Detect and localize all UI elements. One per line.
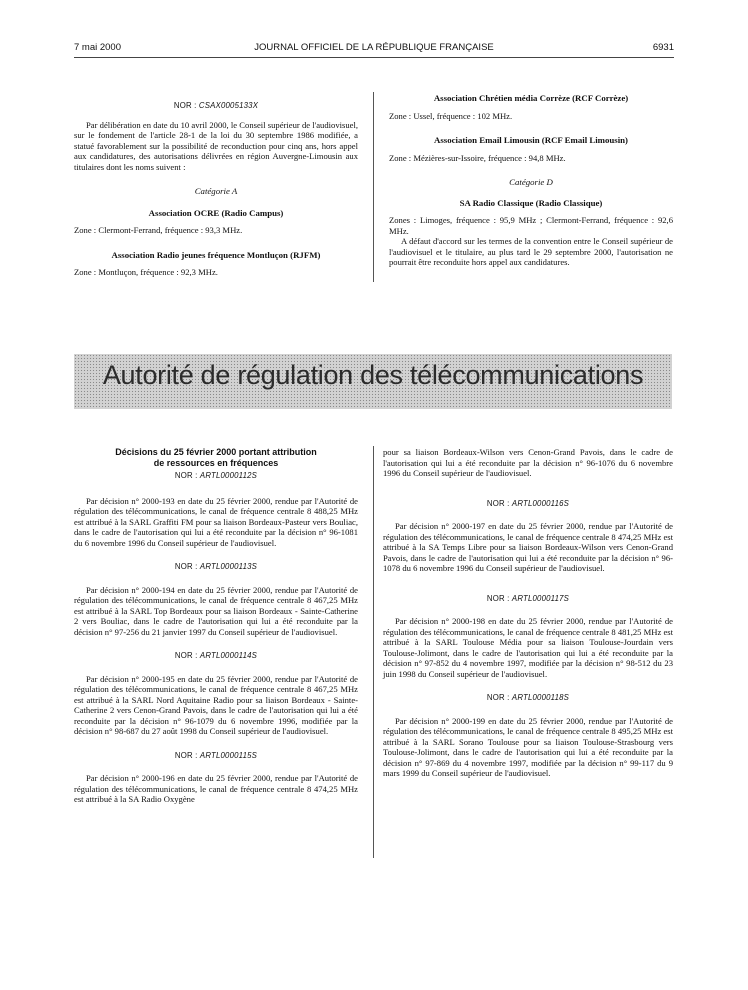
category-d: Catégorie D bbox=[509, 177, 553, 187]
decision-2000-198: Par décision n° 2000-198 en date du 25 février 2000, rendue par l'Autorité de régulation des télécommunications, le canal de fréquence centrale 8 481,25 MHz est attribué à la SARL Toulouse Média pour sa liaison Toulouse-Jourdain vers Toulouse-Jolimont, dans le cadre de l'autorisation qui lui a été reconduite par la décision n° 97-852 du 4 novembre 1997, modifiée par la décision n° 98-512 du 23 juin 1998 du Conseil supérieur de l'audiovisuel. bbox=[383, 616, 673, 679]
decision-2000-197: Par décision n° 2000-197 en date du 25 février 2000, rendue par l'Autorité de régulation des télécommunications, le canal de fréquence centrale 8 474,25 MHz est attribué à la SA Temps Libre pour sa liaison Bordeaux-Wilson vers Cenon-Grand Pavois, dans le cadre de l'autorisation qui lui a été reconduite par la décision n° 96-1078 du 6 novembre 1996 du Conseil supérieur de l'audiovisuel. bbox=[383, 521, 673, 573]
nor-113s: NOR : ARTL0000113S bbox=[174, 562, 258, 571]
zone-rcf-correze: Zone : Ussel, fréquence : 102 MHz. bbox=[389, 110, 513, 121]
header-rule bbox=[74, 57, 674, 58]
nor-117s: NOR : ARTL0000117S bbox=[486, 593, 570, 603]
section-banner bbox=[74, 354, 672, 409]
nor-114s: NOR : ARTL0000114S bbox=[174, 651, 258, 660]
decisions-title-line2: de ressources en fréquences bbox=[153, 458, 279, 468]
bottom-column-divider bbox=[373, 446, 374, 858]
assoc-radio-classique: SA Radio Classique (Radio Classique) bbox=[459, 197, 603, 208]
nor-116s: NOR : ARTL0000116S bbox=[486, 498, 570, 508]
banner-title: Autorité de régulation des télécommunications bbox=[102, 360, 644, 390]
decision-2000-193: Par décision n° 2000-193 en date du 25 février 2000, rendue par l'Autorité de régulation des télécommunications, le canal de fréquence centrale 8 488,25 MHz est attribué à la SARL Graffiti FM pour sa liaison Bordeaux-Pasteur vers Bouliac, dans le cadre de l'autorisation qui lui a été reconduite par la décision n° 96-1081 du 6 novembre 1996 du Conseil supérieur de l'audiovisuel. bbox=[74, 495, 358, 548]
nor-reference: NOR : CSAX0005133X bbox=[173, 101, 259, 110]
nor-112s: NOR : ARTL0000112S bbox=[174, 471, 258, 480]
csa-note: A défaut d'accord sur les termes de la convention entre le Conseil supérieur de l'audiovisuel et le titulaire, au plus tard le 29 septembre 2000, l'autorisation ne pourrait être reconduite hors appel aux candidatures. bbox=[389, 236, 673, 267]
decision-2000-196: Par décision n° 2000-196 en date du 25 février 2000, rendue par l'Autorité de régulation des télécommunications, le canal de fréquence centrale 8 474,25 MHz est attribué à la SA Radio Oxygène bbox=[74, 773, 358, 804]
zone-rcf-email: Zone : Mézières-sur-Issoire, fréquence : 94,8 MHz. bbox=[389, 152, 566, 163]
page-number: 6931 bbox=[652, 42, 674, 53]
decision-2000-194: Par décision n° 2000-194 en date du 25 février 2000, rendue par l'Autorité de régulation des télécommunications, le canal de fréquence centrale 8 467,25 MHz est attribué à la SARL Top Bordeaux pour sa liaison Bordeaux - Sainte-Catherine 2 vers Bouliac, dans le cadre de l'autorisation qui lui a été reconduite par la décision n° 97-256 du 21 janvier 1997 du Conseil supérieur de l'audiovisuel. bbox=[74, 584, 358, 637]
assoc-rcf-email: Association Email Limousin (RCF Email Limousin) bbox=[434, 135, 628, 145]
category-a: Catégorie A bbox=[194, 186, 238, 196]
bottom-right-column bbox=[383, 447, 673, 779]
csa-intro: Par délibération en date du 10 avril 2000, le Conseil supérieur de l'audiovisuel, sur le fondement de l'article 28-1 de la loi du 30 septembre 1986 modifiée, a statué favorablement sur la possibilité de reconduction pour cinq ans, hors appel aux candidatures, des autorisations délivrées en région Auvergne-Limousin aux titulaires dont les noms suivent : bbox=[74, 119, 358, 172]
nor-115s: NOR : ARTL0000115S bbox=[174, 750, 258, 760]
nor-118s: NOR : ARTL0000118S bbox=[486, 693, 570, 702]
decision-2000-196-continued: pour sa liaison Bordeaux-Wilson vers Cenon-Grand Pavois, dans le cadre de l'autorisation qui lui a été reconduite par la décision n° 96-1076 du 6 novembre 1996 du Conseil supérieur de l'audiovisuel. bbox=[383, 447, 673, 478]
top-left-column bbox=[74, 93, 358, 278]
header-date: 7 mai 2000 bbox=[74, 42, 122, 53]
assoc-ocre: Association OCRE (Radio Campus) bbox=[148, 207, 284, 218]
decision-2000-195: Par décision n° 2000-195 en date du 25 février 2000, rendue par l'Autorité de régulation des télécommunications, le canal de fréquence centrale 8 467,25 MHz est attribué à la SARL Nord Aquitaine Radio pour sa liaison Bordeaux - Sainte-Catherine 2 vers Cenon-Grand Pavois, dans le cadre de l'autorisation qui lui a été reconduite par la décision n° 96-1079 du 6 novembre 1996, modifiée par la décision n° 98-687 du 27 août 1998 du Conseil supérieur de l'audiovisuel. bbox=[74, 673, 358, 736]
zone-ocre: Zone : Clermont-Ferrand, fréquence : 93,3 MHz. bbox=[74, 225, 243, 235]
top-right-column bbox=[389, 93, 673, 268]
zone-radio-classique: Zones : Limoges, fréquence : 95,9 MHz ; Clermont-Ferrand, fréquence : 92,6 MHz. bbox=[389, 215, 673, 236]
assoc-rjfm: Association Radio jeunes fréquence Montluçon (RJFM) bbox=[111, 249, 321, 260]
top-column-divider bbox=[373, 92, 374, 282]
bottom-left-column bbox=[74, 447, 358, 805]
decisions-title-line1: Décisions du 25 février 2000 portant attribution bbox=[115, 447, 317, 457]
zone-rjfm: Zone : Montluçon, fréquence : 92,3 MHz. bbox=[74, 267, 218, 277]
decision-2000-199: Par décision n° 2000-199 en date du 25 février 2000, rendue par l'Autorité de régulation des télécommunications, le canal de fréquence centrale 8 495,25 MHz est attribué à la SARL Sorano Toulouse pour sa liaison Toulouse-Strasbourg vers Toulouse-Jolimont, dans le cadre de l'autorisation qui lui a été reconduite par la décision n° 97-869 du 4 novembre 1997, modifiée par la décision n° 99-117 du 9 mars 1999 du Conseil supérieur de l'audiovisuel. bbox=[383, 715, 673, 778]
journal-title: JOURNAL OFFICIEL DE LA RÉPUBLIQUE FRANÇAISE bbox=[254, 42, 494, 53]
assoc-rcf-correze: Association Chrétien média Corrèze (RCF Corrèze) bbox=[433, 93, 629, 103]
